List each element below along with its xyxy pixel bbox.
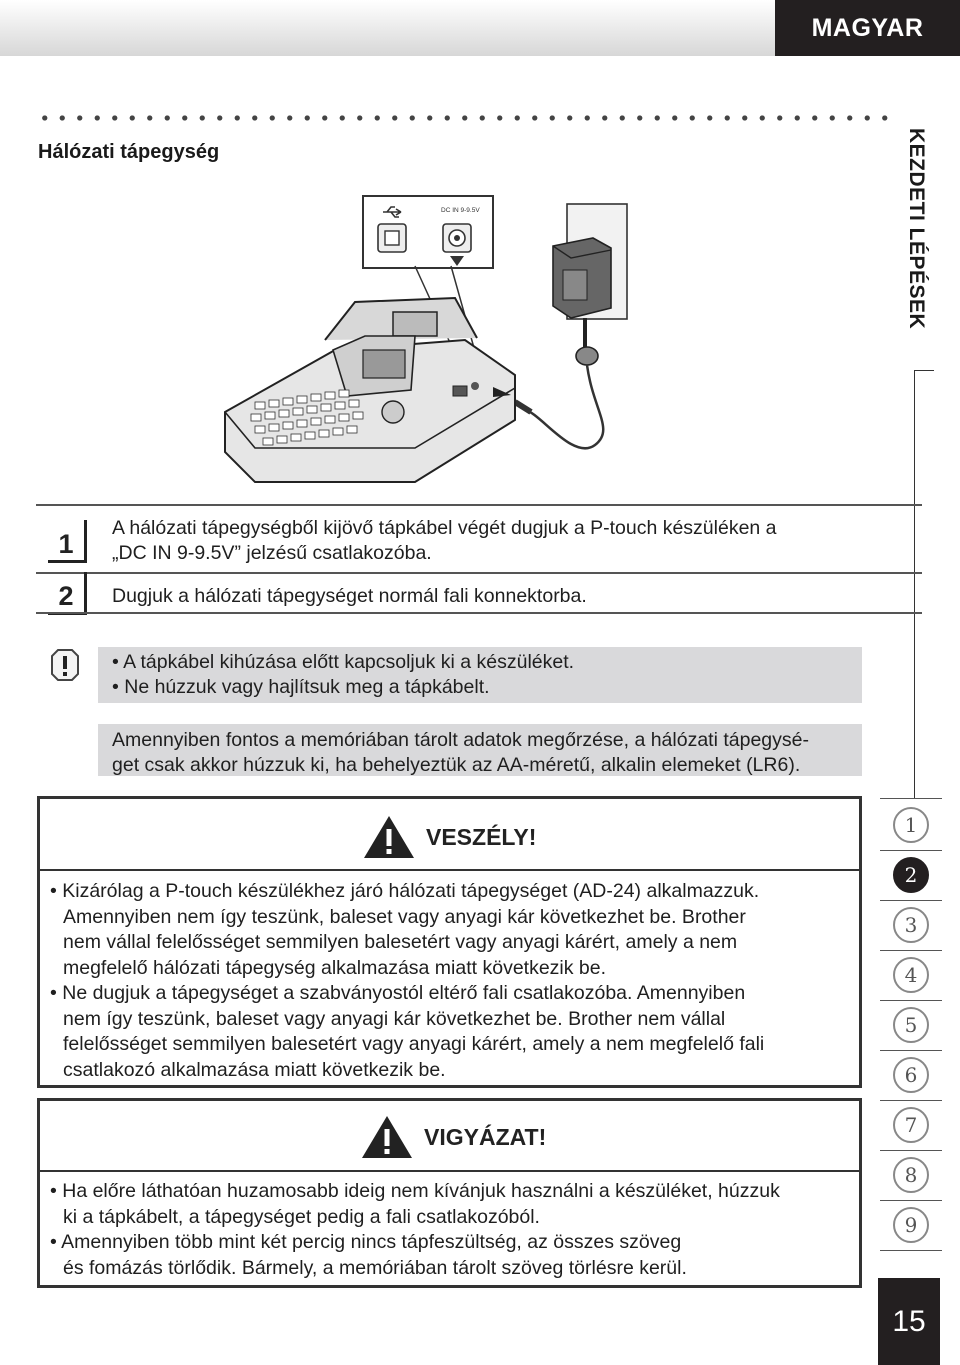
chapter-tab-1[interactable] — [880, 800, 942, 851]
memo-text — [112, 728, 872, 778]
chapter-number: 3 — [893, 907, 929, 943]
chapter-number: 2 — [893, 857, 929, 893]
step-1-line: „DC IN 9-9.5V” jelzésű csatlakozóba. — [112, 542, 432, 564]
step-divider — [36, 504, 922, 506]
chapter-tab-5[interactable] — [880, 1000, 942, 1051]
caution-text — [50, 1179, 850, 1281]
chapter-index-rule — [880, 798, 942, 799]
caution-line: ki a tápkábelt, a tápegységet pedig a fali csatlakozóból. — [63, 1205, 540, 1228]
caution-heading — [360, 1114, 546, 1160]
caution-line: • Ha előre láthatóan huzamosabb ideig nem kívánjuk használni a készüléket, húzzuk — [50, 1180, 780, 1202]
danger-heading — [362, 814, 536, 860]
section-title: Hálózati tápegység — [38, 141, 220, 163]
dc-in-label: DC IN 9-9.5V — [441, 207, 480, 214]
caution-title: VIGYÁZAT! — [424, 1123, 547, 1150]
memo-line: Amennyiben fontos a memóriában tárolt adatok megőrzése, a hálózati tápegysé- — [112, 729, 809, 751]
danger-title: VESZÉLY! — [426, 823, 537, 850]
warning-triangle-icon — [360, 1114, 414, 1160]
chapter-tab-6[interactable] — [880, 1050, 942, 1101]
danger-rule — [40, 869, 859, 871]
danger-line: megfelelő hálózati tápegység alkalmazása miatt következik be. — [63, 956, 607, 979]
side-section-label: KEZDETI LÉPÉSEK — [905, 128, 928, 330]
note-text — [112, 650, 852, 700]
note-bullet: • Ne húzzuk vagy hajlítsuk meg a tápkábelt. — [112, 676, 490, 698]
chapter-tab-3[interactable] — [880, 900, 942, 951]
caution-line: és fomázás törlődik. Bármely, a memóriában tárolt szöveg törlésre kerül. — [63, 1256, 687, 1279]
chapter-tab-7[interactable] — [880, 1100, 942, 1151]
ac-adapter-icon — [553, 238, 611, 365]
step-number-1: 1 — [48, 520, 87, 563]
chapter-number: 8 — [893, 1157, 929, 1193]
chapter-tab-9[interactable] — [880, 1200, 942, 1251]
step-2-line: Dugjuk a hálózati tápegységet normál fali konnektorba. — [112, 585, 587, 607]
step-1-text — [112, 516, 872, 566]
step-number-2: 2 — [48, 572, 87, 615]
chapter-number: 1 — [893, 807, 929, 843]
top-bar — [0, 0, 775, 56]
chapter-number: 5 — [893, 1007, 929, 1043]
p-touch-device-icon — [225, 298, 515, 482]
chapter-tab-4[interactable] — [880, 950, 942, 1001]
chapter-number: 9 — [893, 1207, 929, 1243]
step-1-line: A hálózati tápegységből kijövő tápkábel végét dugjuk a P-touch készüléken a — [112, 517, 777, 539]
side-rule — [914, 370, 915, 798]
danger-text — [50, 879, 850, 1083]
language-tab: MAGYAR — [775, 0, 960, 56]
chapter-tab-2[interactable] — [880, 850, 942, 901]
chapter-tab-8[interactable] — [880, 1150, 942, 1201]
danger-line: Amennyiben nem így teszünk, baleset vagy anyagi kár következhet be. Brother — [63, 905, 746, 928]
warning-triangle-icon — [362, 814, 416, 860]
danger-line: felelősséget semmilyen balesetért vagy anyagi kárért, amely a nem megfelelő fali — [63, 1033, 765, 1055]
note-bullet: • A tápkábel kihúzása előtt kapcsoljuk ki a készüléket. — [112, 651, 575, 673]
dotted-divider — [36, 114, 894, 122]
p-touch-adapter-illustration — [215, 190, 655, 500]
page-number: 15 — [878, 1278, 940, 1365]
chapter-number: 7 — [893, 1107, 929, 1143]
caution-rule — [40, 1170, 859, 1172]
step-2-text — [112, 584, 872, 609]
chapter-number: 4 — [893, 957, 929, 993]
chapter-number: 6 — [893, 1057, 929, 1093]
danger-line: nem így teszünk, baleset vagy anyagi kár következhet be. Brother nem vállal — [63, 1007, 726, 1030]
caution-icon — [50, 648, 80, 682]
memo-line: get csak akkor húzzuk ki, ha behelyeztük az AA-méretű, alkalin elemeket (LR6). — [112, 754, 801, 776]
caution-line: • Amennyiben több mint két percig nincs tápfeszültség, az összes szöveg — [50, 1231, 682, 1253]
step-divider — [36, 572, 922, 574]
step-divider — [36, 612, 922, 614]
side-rule-tick — [914, 370, 934, 371]
danger-line: • Kizárólag a P-touch készülékhez járó hálózati tápegységet (AD-24) alkalmazzuk. — [50, 880, 760, 902]
danger-line: • Ne dugjuk a tápegységet a szabványostól eltérő fali csatlakozóba. Amennyiben — [50, 982, 746, 1004]
danger-line: csatlakozó alkalmazása miatt következik be. — [63, 1058, 446, 1081]
power-cable — [530, 365, 603, 448]
danger-line: nem vállal felelősséget semmilyen balesetért vagy anyagi kárért, amely a nem — [63, 931, 738, 953]
